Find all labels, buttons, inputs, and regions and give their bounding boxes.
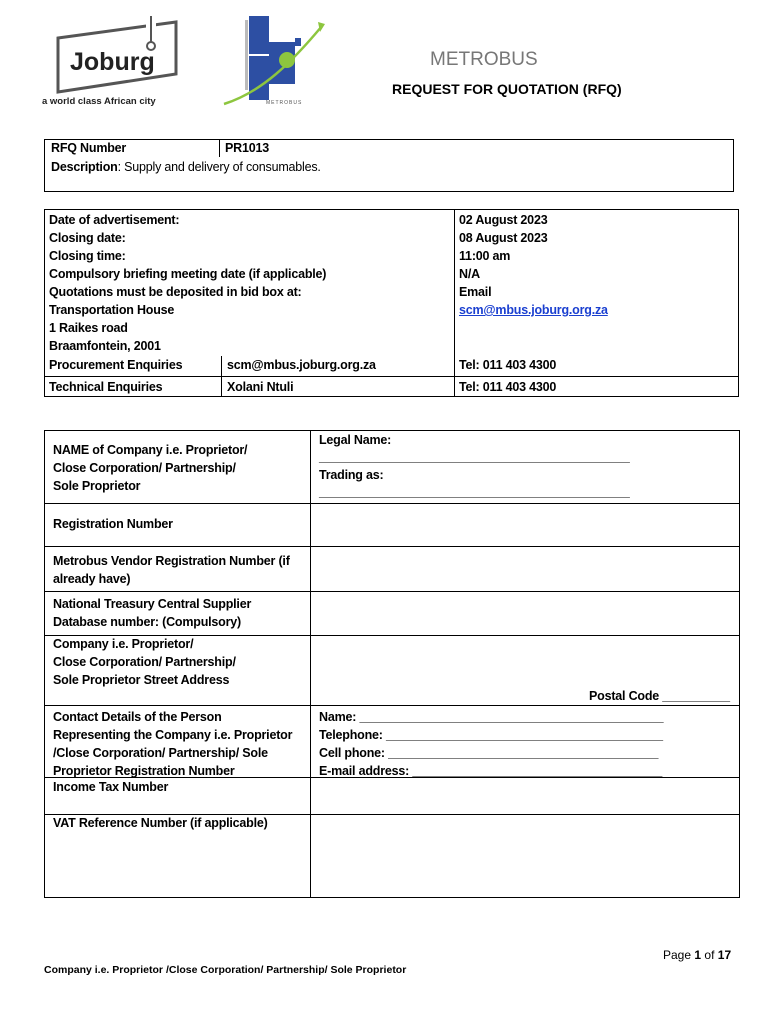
trading-as-label: Trading as: — [319, 468, 384, 482]
briefing-date-value: N/A — [459, 267, 480, 281]
page-number: Page 1 of 17 — [663, 948, 732, 962]
description-value: : Supply and delivery of consumables. — [117, 160, 321, 174]
description-label: Description — [51, 160, 118, 174]
treasury-database-field[interactable] — [311, 592, 739, 635]
vat-reference-field[interactable] — [311, 815, 739, 897]
closing-time-label: Closing time: — [49, 249, 126, 263]
closing-time-value: 11:00 am — [459, 249, 511, 263]
dates-labels — [49, 211, 326, 355]
procurement-label: Procurement Enquiries — [49, 358, 183, 372]
legal-name-field[interactable]: ______________________________________________ — [319, 450, 630, 464]
dates-values — [459, 211, 608, 319]
technical-tel: Tel: 011 403 4300 — [459, 380, 557, 394]
procurement-email: scm@mbus.joburg.org.za — [227, 358, 376, 372]
joburg-tagline: a world class African city — [42, 96, 156, 107]
advert-date-label: Date of advertisement: — [49, 213, 180, 227]
footer-note: Company i.e. Proprietor /Close Corporation/ Partnership/ Sole Proprietor — [44, 964, 407, 976]
address-line-2: 1 Raikes road — [49, 321, 128, 335]
trading-as-field[interactable]: ______________________________________________ — [319, 485, 630, 499]
postal-code-field[interactable]: Postal Code __________ — [589, 689, 730, 703]
deposit-email-link[interactable]: scm@mbus.joburg.org.za — [459, 303, 608, 317]
metrobus-logo — [222, 12, 327, 110]
company-name-label: NAME of Company i.e. Proprietor/ Close Corporation/ Partnership/ Sole Proprietor — [53, 443, 248, 493]
legal-name-label: Legal Name: — [319, 433, 392, 447]
rfq-number-label: RFQ Number — [51, 141, 127, 155]
closing-date-label: Closing date: — [49, 231, 126, 245]
deposit-method-value: Email — [459, 285, 492, 299]
street-address-field[interactable] — [311, 636, 739, 688]
closing-date-value: 08 August 2023 — [459, 231, 548, 245]
contact-cellphone-field[interactable]: Cell phone: ________________________________________ — [319, 746, 659, 760]
metrobus-logo-caption: METROBUS — [266, 100, 303, 106]
technical-label: Technical Enquiries — [49, 380, 163, 394]
deposit-label: Quotations must be deposited in bid box at: — [49, 285, 302, 299]
address-line-3: Braamfontein, 2001 — [49, 339, 161, 353]
treasury-database-label: National Treasury Central Supplier Database number: (Compulsory) — [53, 597, 252, 629]
metrobus-emblem — [222, 12, 327, 110]
briefing-date-label: Compulsory briefing meeting date (if applicable) — [49, 267, 327, 281]
description — [51, 160, 321, 174]
vendor-registration-label: Metrobus Vendor Registration Number (if already have) — [53, 554, 290, 586]
income-tax-field[interactable] — [311, 778, 739, 814]
procurement-tel: Tel: 011 403 4300 — [459, 358, 557, 372]
page-title: REQUEST FOR QUOTATION (RFQ) — [392, 81, 622, 97]
technical-contact: Xolani Ntuli — [227, 380, 294, 394]
income-tax-label: Income Tax Number — [53, 780, 169, 794]
org-heading: METROBUS — [430, 49, 538, 70]
advert-date-value: 02 August 2023 — [459, 213, 548, 227]
street-address-label: Company i.e. Proprietor/ Close Corporation/ Partnership/ Sole Proprietor Street Address — [53, 637, 236, 687]
vat-reference-label: VAT Reference Number (if applicable) — [53, 816, 268, 830]
joburg-logo-text: Joburg — [70, 48, 155, 76]
registration-number-label: Registration Number — [53, 517, 173, 531]
registration-number-field[interactable] — [311, 504, 739, 546]
contact-name-field[interactable]: Name: _____________________________________________ — [319, 710, 664, 724]
contact-person-label: Contact Details of the Person Representing the Company i.e. Proprietor /Close Corporation/ Partnership/ Sole Proprietor Registration Number — [53, 710, 293, 778]
contact-fields — [319, 708, 663, 780]
contact-telephone-field[interactable]: Telephone: _________________________________________ — [319, 728, 663, 742]
joburg-logo — [40, 16, 190, 111]
contact-email-field[interactable]: E-mail address: _____________________________________ — [319, 764, 663, 778]
vendor-registration-field[interactable] — [311, 547, 739, 591]
address-line-1: Transportation House — [49, 303, 175, 317]
rfq-number-value: PR1013 — [225, 141, 269, 155]
